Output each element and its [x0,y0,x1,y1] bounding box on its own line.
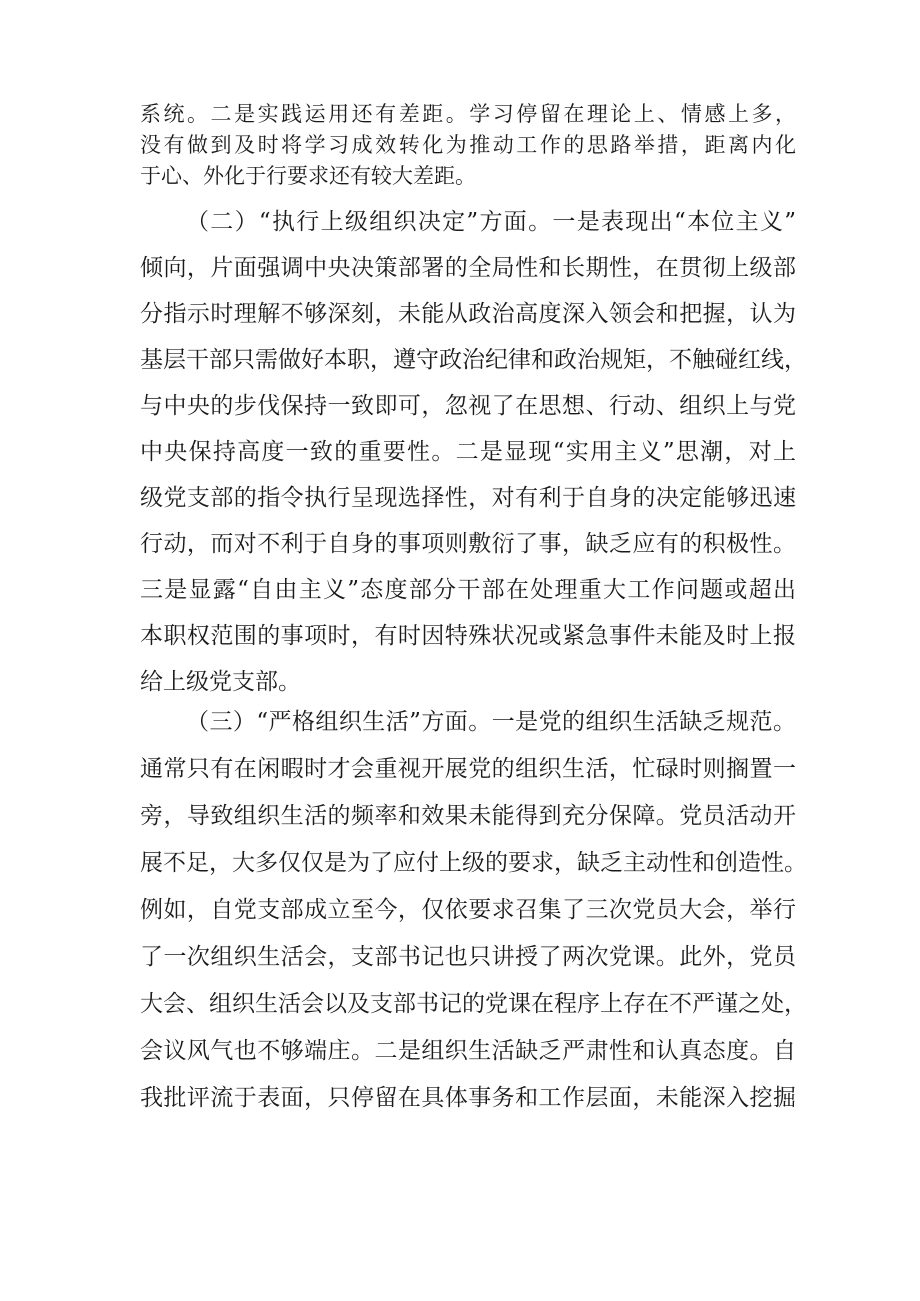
text-line: 系统。二是实践运用还有差距。学习停留在理论上、情感上多， [140,102,796,126]
text-line: 行动，而对不利于自身的事项则敷衍了事，缺乏应有的积极性。 [140,531,796,557]
text-line: 于心、外化于行要求还有较大差距。 [140,164,476,188]
text-line: 本职权范围的事项时，有时因特殊状况或紧急事件未能及时上报 [140,623,796,649]
section-heading-line: （三）“严格组织生活”方面。一是党的组织生活缺乏规范。 [186,709,796,735]
text-line: 倾向，片面强调中央决策部署的全局性和长期性，在贯彻上级部 [140,255,796,281]
text-line: 基层干部只需做好本职，遵守政治纪律和政治规矩，不触碰红线， [140,347,807,373]
text-line: 没有做到及时将学习成效转化为推动工作的思路举措，距离内化 [140,133,796,157]
text-line: 级党支部的指令执行呈现选择性，对有利于自身的决定能够迅速 [140,485,796,511]
text-line: 与中央的步伐保持一致即可，忽视了在思想、行动、组织上与党 [140,393,796,419]
section-heading-line: （二）“执行上级组织决定”方面。一是表现出“本位主义” [186,209,796,235]
text-line: 大会、组织生活会以及支部书记的党课在程序上存在不严谨之处， [140,991,807,1017]
text-line: 展不足，大多仅仅是为了应付上级的要求，缺乏主动性和创造性。 [140,850,807,876]
text-line: 了一次组织生活会，支部书记也只讲授了两次党课。此外，党员 [140,944,796,970]
text-line: 例如，自党支部成立至今，仅依要求召集了三次党员大会，举行 [140,897,796,923]
text-line: 给上级党支部。 [140,669,301,695]
text-line: 中央保持高度一致的重要性。二是显现“实用主义”思潮，对上 [140,439,796,465]
text-line: 会议风气也不够端庄。二是组织生活缺乏严肃性和认真态度。自 [140,1038,796,1064]
text-line: 通常只有在闲暇时才会重视开展党的组织生活，忙碌时则搁置一 [140,756,796,782]
text-line: 三是显露“自由主义”态度部分干部在处理重大工作问题或超出 [140,577,796,603]
text-line: 分指示时理解不够深刻，未能从政治高度深入领会和把握，认为 [140,301,796,327]
text-line: 我批评流于表面，只停留在具体事务和工作层面，未能深入挖掘 [140,1085,796,1111]
text-line: 旁，导致组织生活的频率和效果未能得到充分保障。党员活动开 [140,803,796,829]
